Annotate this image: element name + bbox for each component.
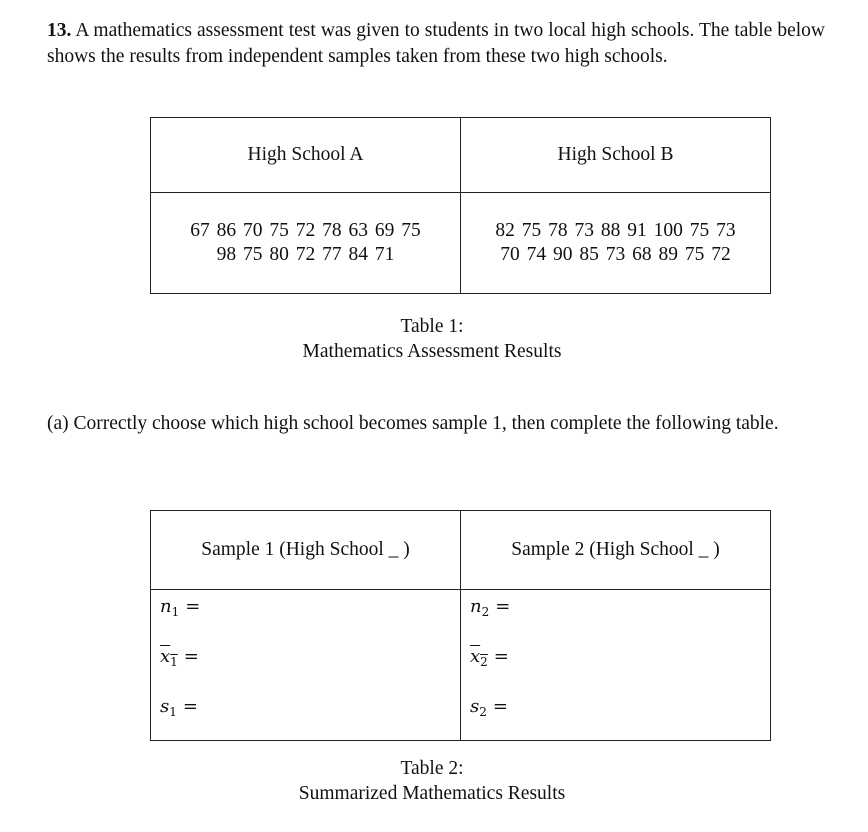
table-2-summary xyxy=(150,510,771,741)
scores-b-line-2: 70 74 90 85 73 68 89 75 72 xyxy=(500,244,731,265)
header-high-school-a: High School A xyxy=(151,118,461,193)
table-1-caption-title: Mathematics Assessment Results xyxy=(302,341,562,362)
sample-2-stats xyxy=(461,590,771,741)
part-a-instructions: (a) Correctly choose which high school becomes sample 1, then complete the following table. xyxy=(47,413,779,434)
header-high-school-b: High School B xyxy=(461,118,771,193)
sample-2-sd: $s_2$ = xyxy=(470,696,508,719)
sample-2-n: $n_2$ = xyxy=(470,596,511,619)
table-2-caption xyxy=(150,756,714,806)
table-1-assessment-results xyxy=(150,117,771,294)
question-text: A mathematics assessment test was given to students in two local high schools. The table below shows the results from independent samples taken from these two high schools. xyxy=(47,20,825,67)
table-1-caption xyxy=(150,314,714,364)
sample-1-mean: $x_1$ = xyxy=(160,646,199,669)
scores-high-school-a xyxy=(151,193,461,294)
table-2-caption-title: Summarized Mathematics Results xyxy=(298,783,566,804)
scores-a-line-2: 98 75 80 72 77 84 71 xyxy=(216,244,395,265)
sample-1-n: $n_1$ = xyxy=(160,596,201,619)
sample-1-sd: $s_1$ = xyxy=(160,696,198,719)
table-1-caption-label: Table 1: xyxy=(400,316,464,337)
question-13 xyxy=(47,18,825,70)
scores-a-line-1: 67 86 70 75 72 78 63 69 75 xyxy=(190,220,421,241)
sample-1-stats xyxy=(151,590,461,741)
header-sample-2: Sample 2 (High School _ ) xyxy=(461,511,771,590)
scores-high-school-b xyxy=(461,193,771,294)
header-sample-1: Sample 1 (High School _ ) xyxy=(151,511,461,590)
scores-b-line-1: 82 75 78 73 88 91 100 75 73 xyxy=(495,220,736,241)
sample-2-mean: $x_2$ = xyxy=(470,646,509,669)
table-2-caption-label: Table 2: xyxy=(400,758,464,779)
question-number: 13. xyxy=(47,20,72,41)
